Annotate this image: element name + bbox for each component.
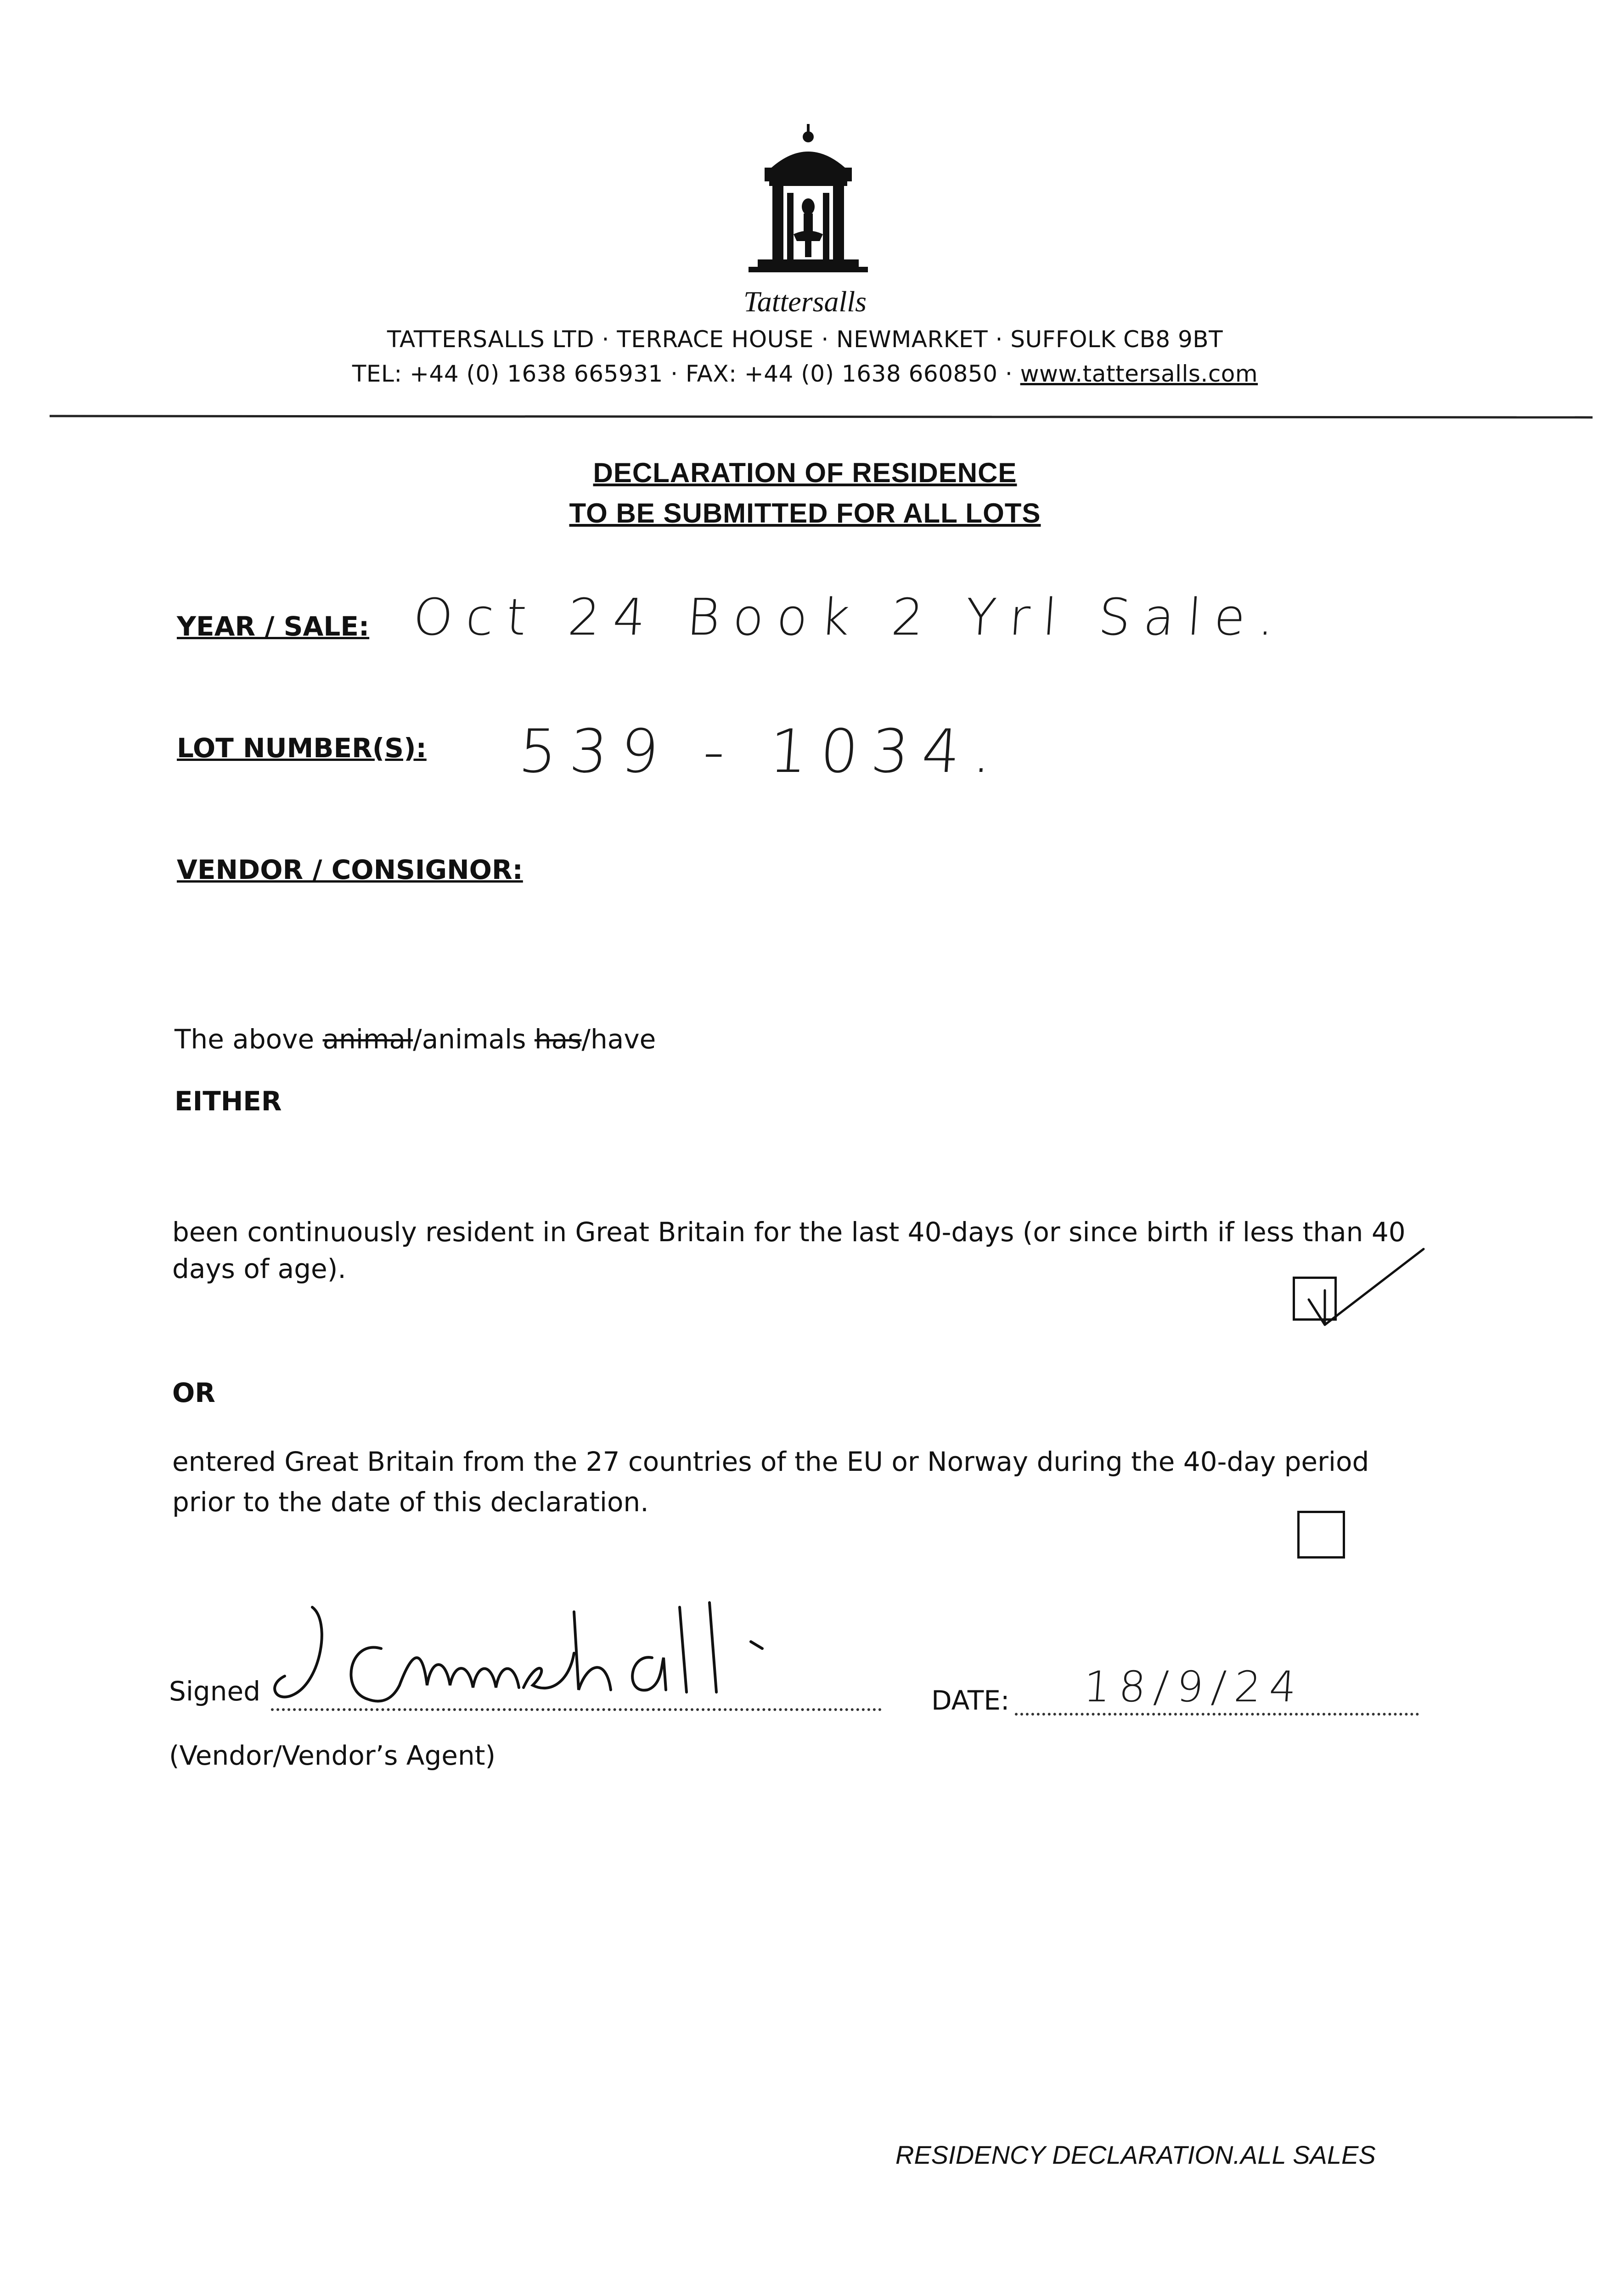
form-title: DECLARATION OF RESIDENCE [593, 457, 1017, 488]
tattersalls-logo-icon [739, 124, 877, 285]
animals-statement [175, 1019, 656, 1059]
option-eu-line1: entered Great Britain from the 27 countries of the EU or Norway during the 40-day period [172, 1446, 1369, 1477]
vendor-agent-label: (Vendor/Vendor’s Agent) [169, 1740, 496, 1771]
header-divider [50, 415, 1593, 419]
date-label: DATE: [931, 1685, 1010, 1716]
year-sale-label: YEAR / SALE: [177, 611, 370, 642]
vendor-consignor-field[interactable] [528, 850, 1401, 886]
struck-has: has [534, 1024, 582, 1055]
statement-have: /have [581, 1024, 656, 1055]
lot-numbers-value[interactable]: 539 - 1034. [516, 716, 1008, 786]
date-line[interactable] [1015, 1713, 1419, 1716]
date-value[interactable]: 18/9/24 [1082, 1662, 1306, 1711]
phone-fax: TEL: +44 (0) 1638 665931 · FAX: +44 (0) 1638 660850 · [352, 360, 1013, 387]
signed-label: Signed [169, 1676, 261, 1707]
lot-numbers-label: LOT NUMBER(S): [177, 732, 427, 764]
statement-prefix: The above [175, 1024, 323, 1055]
struck-animal: animal [322, 1024, 413, 1055]
option-resident-line1: been continuously resident in Great Britain for the last 40-days (or since birth if less than 40 [172, 1216, 1406, 1248]
option-resident-line2: days of age). [172, 1253, 346, 1284]
company-address: TATTERSALLS LTD · TERRACE HOUSE · NEWMARKET · SUFFOLK CB8 9BT [387, 326, 1223, 353]
or-heading: OR [172, 1377, 215, 1408]
logo-wordmark: Tattersalls [743, 285, 867, 318]
handwritten-signature [257, 1593, 836, 1717]
either-heading: EITHER [175, 1086, 282, 1117]
statement-animals: /animals [413, 1024, 535, 1055]
option-eu-line2: prior to the date of this declaration. [172, 1486, 649, 1518]
website-link[interactable]: www.tattersalls.com [1020, 360, 1258, 387]
form-subtitle: TO BE SUBMITTED FOR ALL LOTS [569, 498, 1041, 529]
checkmark-icon [1281, 1240, 1433, 1332]
option-eu-checkbox[interactable] [1297, 1511, 1345, 1559]
vendor-consignor-label: VENDOR / CONSIGNOR: [177, 854, 523, 885]
contact-line [0, 360, 1610, 387]
year-sale-value[interactable]: Oct 24 Book 2 Yrl Sale. [411, 588, 1289, 647]
form-reference: RESIDENCY DECLARATION.ALL SALES [895, 2140, 1376, 2169]
